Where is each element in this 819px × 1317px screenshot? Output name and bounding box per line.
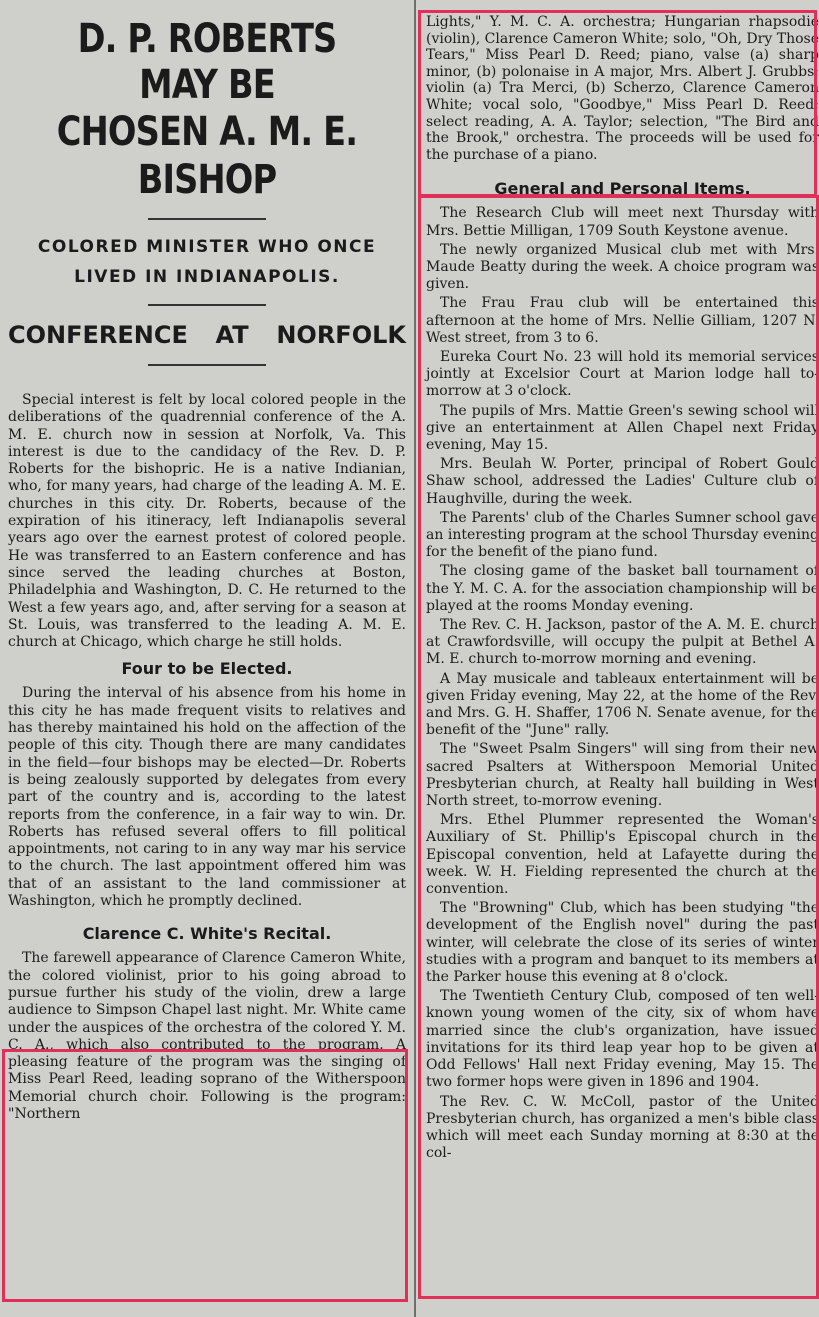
news-item: The Rev. C. W. McColl, pastor of the United Presbyterian church, has organized a men's bible class which will meet each Sunday morning at 8:30 at the col- (426, 1093, 819, 1162)
news-item: Mrs. Ethel Plummer represented the Woman's Auxiliary of St. Phillip's Episcopal church in the Episcopal convention, held at Lafayette during the week. W. H. Fielding represented the church at the convention. (426, 812, 819, 898)
deck-line-1: COLORED MINISTER WHO ONCE (37, 237, 377, 257)
news-item: The "Browning" Club, which has been studying "the development of the English novel" during the past winter, will celebrate the close of its series of winter studies with a program and banquet to its members at the Parker house this evening at 8 o'clock. (426, 900, 819, 986)
news-item: The Twentieth Century Club, composed of ten well-known young women of the city, six of whom have married since the club's organization, have issued invitations for its third leap year hop to be given at Odd Fellows' Hall next Friday evening, May 15. The two former hops were given in 1896 and 1904. (426, 988, 819, 1091)
article-paragraph-3: The farewell appearance of Clarence Cameron White, the colored violinist, prior to his going abroad to pursue further his study of the violin, drew a large audience to Simpson Chapel last night. Mr. White came under the auspices of the orchestra of the colored Y. M. C. A., which also contributed to the program. A pleasing feature of the program was the singing of Miss Pearl Reed, leading soprano of the Witherspoon Memorial church choir. Following is the program: "Northern (8, 950, 406, 1122)
news-item: The Frau Frau club will be entertained this afternoon at the home of Mrs. Nellie Gilliam, 1207 N. West street, from 3 to 6. (426, 295, 819, 346)
news-item: The pupils of Mrs. Mattie Green's sewing school will give an entertainment at Allen Chapel next Friday evening, May 15. (426, 402, 819, 453)
deck-line-2: LIVED IN INDIANAPOLIS. (74, 267, 340, 287)
subhead-recital: Clarence C. White's Recital. (82, 924, 332, 944)
deck-conference: CONFERENCE AT NORFOLK (8, 321, 406, 349)
news-item: The closing game of the basket ball tournament of the Y. M. C. A. for the association championship will be played at the rooms Monday evening. (426, 563, 819, 614)
news-items-list (426, 205, 819, 1162)
separator-rule (148, 304, 266, 306)
article-paragraph-1: Special interest is felt by local colored people in the deliberations of the quadrennial conference of the A. M. E. church now in session at Norfolk, Va. This interest is due to the candidacy of the Rev. D. P. Roberts for the bishopric. He is a native Indianian, who, for many years, had charge of the leading A. M. E. churches in this city. Dr. Roberts, because of the expiration of his itineracy, left Indianapolis several years ago over the earnest protest of colored people. He was transferred to an Eastern conference and has since served the leading churches at Boston, Philadelphia and Washington, D. C. He returned to the West a few years ago, and, after serving for a season at St. Louis, was transferred to the leading A. M. E. church at Chicago, which charge he still holds. (8, 392, 406, 651)
news-item: The Rev. C. H. Jackson, pastor of the A. M. E. church at Crawfordsville, will occupy the pulpit at Bethel A. M. E. church to-morrow morning and evening. (426, 617, 819, 668)
news-item: The newly organized Musical club met with Mrs. Maude Beatty during the week. A choice program was given. (426, 241, 819, 293)
headline-line-2: CHOSEN A. M. E. BISHOP (56, 109, 358, 203)
news-item: The "Sweet Psalm Singers" will sing from their new sacred Psalters at Witherspoon Memorial United Presbyterian church, at Realty hall building in West North street, to-morrow evening. (426, 741, 819, 810)
right-column (418, 0, 819, 1317)
separator-rule (148, 218, 266, 220)
subhead-four-to-be-elected: Four to be Elected. (121, 659, 293, 679)
column-rule (414, 0, 416, 1317)
separator-rule (148, 364, 266, 366)
news-item: Eureka Court No. 23 will hold its memorial services jointly at Excelsior Court at Marion lodge hall to-morrow at 3 o'clock. (426, 348, 819, 400)
news-item: The Research Club will meet next Thursday with Mrs. Bettie Milligan, 1709 South Keystone avenue. (426, 205, 819, 239)
recital-continuation: Lights," Y. M. C. A. orchestra; Hungarian rhapsodie (violin), Clarence Cameron White; solo, "Oh, Dry Those Tears," Miss Pearl D. Reed; piano, valse (a) sharp minor, (b) polonaise in A major, Mrs. Albert J. Grubbs; violin (a) Tra Merci, (b) Scherzo, Clarence Cameron White; vocal solo, "Goodbye," Miss Pearl D. Reed; select reading, A. A. Taylor; selection, "The Bird and the Brook," orchestra. The proceeds will be used for the purchase of a piano. (426, 14, 819, 163)
section-title-general-items: General and Personal Items. (494, 179, 751, 199)
article-paragraph-2: During the interval of his absence from his home in this city he has made frequent visits to relatives and has thereby maintained his hold on the affection of the people of this city. Though there are many candidates in the field—four bishops may be elected—Dr. Roberts is being zealously supported by delegates from every part of the country and is, according to the latest reports from the conference, in a fair way to win. Dr. Roberts has refused several offers to fill political appointments, not caring to in any way mar his service to the church. The last appointment offered him was that of an assistant to the land commissioner at Washington, which he promptly declined. (8, 685, 406, 910)
headline-line-1: D. P. ROBERTS MAY BE (77, 16, 337, 108)
news-item: The Parents' club of the Charles Sumner school gave an interesting program at the school Thursday evening for the benefit of the piano fund. (426, 509, 819, 561)
news-item: A May musicale and tableaux entertainment will be given Friday evening, May 22, at the home of the Rev. and Mrs. G. H. Shaffer, 1706 N. Senate avenue, for the benefit of the "June" rally. (426, 670, 819, 739)
news-item: Mrs. Beulah W. Porter, principal of Robert Gould Shaw school, addressed the Ladies' Culture club of Haughville, during the week. (426, 456, 819, 507)
